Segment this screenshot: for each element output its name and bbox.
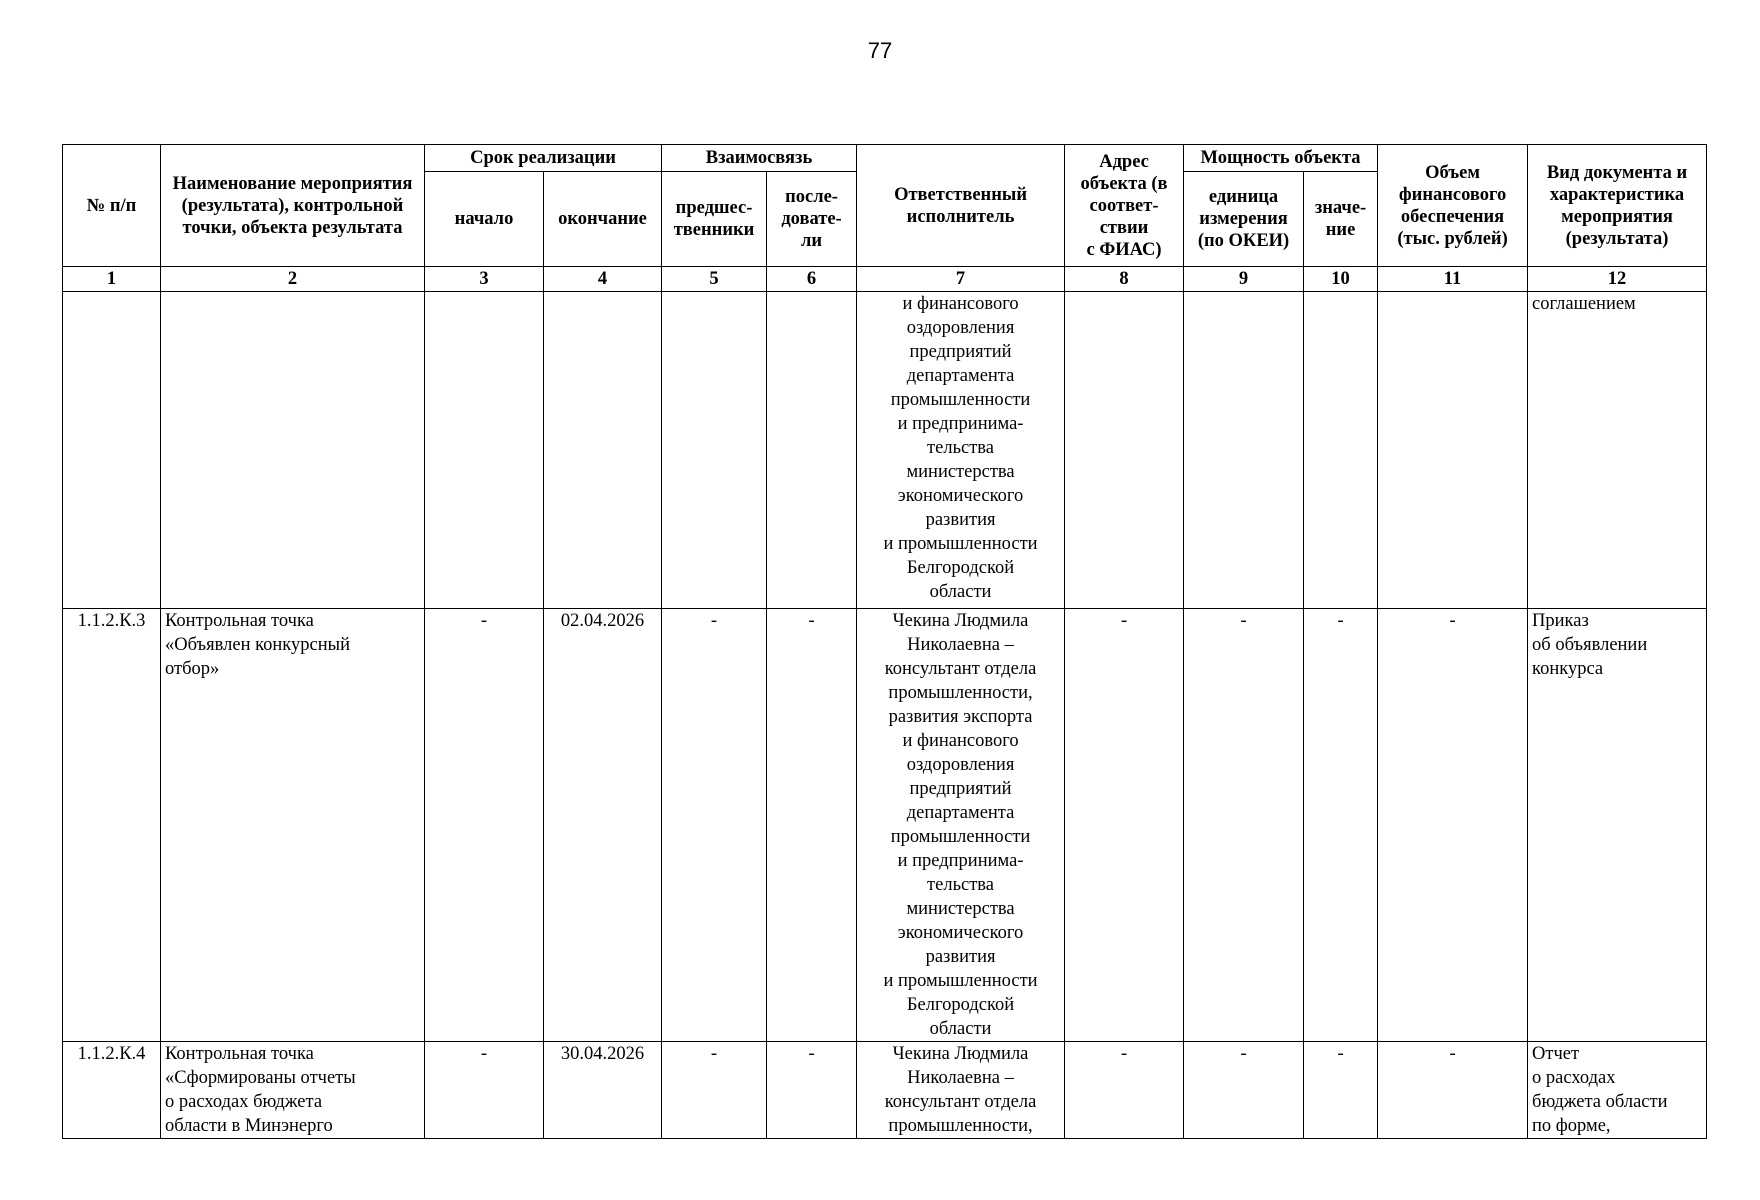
cell-name: Контрольная точка «Сформированы отчеты о расходах бюджета области в Минэнерго [161,1042,425,1139]
cell-doc: Отчет о расходах бюджета области по форме, [1528,1042,1707,1139]
cell-end [544,292,662,609]
col-number: 9 [1184,267,1304,292]
cell-finance [1378,292,1528,609]
col-number: 8 [1065,267,1184,292]
col-number: 6 [767,267,857,292]
cell-start [425,292,544,609]
cell-responsible: Чекина Людмила Николаевна – консультант отдела промышленности, [857,1042,1065,1139]
cell-responsible: Чекина Людмила Николаевна – консультант отдела промышленности, развития экспорта и финансового оздоровления предприятий департамента промышленности и предпринима- тельства министерства экономического развития и промышленности Белгородской области [857,609,1065,1042]
col-number: 10 [1304,267,1378,292]
cell-num: 1.1.2.К.4 [63,1042,161,1139]
cell-name [161,292,425,609]
header-end: окончание [544,172,662,267]
header-address: Адрес объекта (в соответ- ствии с ФИАС) [1065,145,1184,267]
header-predecessors: предшес- твенники [662,172,767,267]
header-responsible: Ответственный исполнитель [857,145,1065,267]
cell-value: - [1304,1042,1378,1139]
cell-value [1304,292,1378,609]
header-row-top [63,145,1707,172]
column-number-row [63,267,1707,292]
table-row [63,1042,1707,1139]
col-number: 2 [161,267,425,292]
cell-predecessors [662,292,767,609]
cell-value: - [1304,609,1378,1042]
plan-table [62,144,1707,1139]
cell-finance: - [1378,609,1528,1042]
cell-successors: - [767,609,857,1042]
header-term: Срок реализации [425,145,662,172]
header-unit: единица измерения (по ОКЕИ) [1184,172,1304,267]
cell-finance: - [1378,1042,1528,1139]
header-start: начало [425,172,544,267]
header-successors: после- довате- ли [767,172,857,267]
cell-doc: Приказ об объявлении конкурса [1528,609,1707,1042]
header-num: № п/п [63,145,161,267]
header-finance: Объем финансового обеспечения (тыс. рублей) [1378,145,1528,267]
header-link: Взаимосвязь [662,145,857,172]
cell-address: - [1065,609,1184,1042]
cell-num: 1.1.2.К.3 [63,609,161,1042]
col-number: 7 [857,267,1065,292]
col-number: 11 [1378,267,1528,292]
cell-address: - [1065,1042,1184,1139]
cell-unit [1184,292,1304,609]
header-doc-type: Вид документа и характеристика мероприятия (результата) [1528,145,1707,267]
header-name: Наименование мероприятия (результата), контрольной точки, объекта результата [161,145,425,267]
header-power: Мощность объекта [1184,145,1378,172]
cell-successors [767,292,857,609]
cell-doc: соглашением [1528,292,1707,609]
cell-unit: - [1184,1042,1304,1139]
col-number: 3 [425,267,544,292]
cell-num [63,292,161,609]
col-number: 4 [544,267,662,292]
page-number: 77 [867,38,893,63]
cell-address [1065,292,1184,609]
cell-end: 02.04.2026 [544,609,662,1042]
cell-successors: - [767,1042,857,1139]
cell-start: - [425,609,544,1042]
header-value: значе- ние [1304,172,1378,267]
cell-name: Контрольная точка «Объявлен конкурсный отбор» [161,609,425,1042]
table-row [63,292,1707,609]
col-number: 1 [63,267,161,292]
cell-unit: - [1184,609,1304,1042]
table-row [63,609,1707,1042]
cell-end: 30.04.2026 [544,1042,662,1139]
col-number: 5 [662,267,767,292]
cell-predecessors: - [662,609,767,1042]
cell-start: - [425,1042,544,1139]
col-number: 12 [1528,267,1707,292]
cell-responsible: и финансового оздоровления предприятий департамента промышленности и предпринима- тельства министерства экономического развития и промышленности Белгородской области [857,292,1065,609]
cell-predecessors: - [662,1042,767,1139]
